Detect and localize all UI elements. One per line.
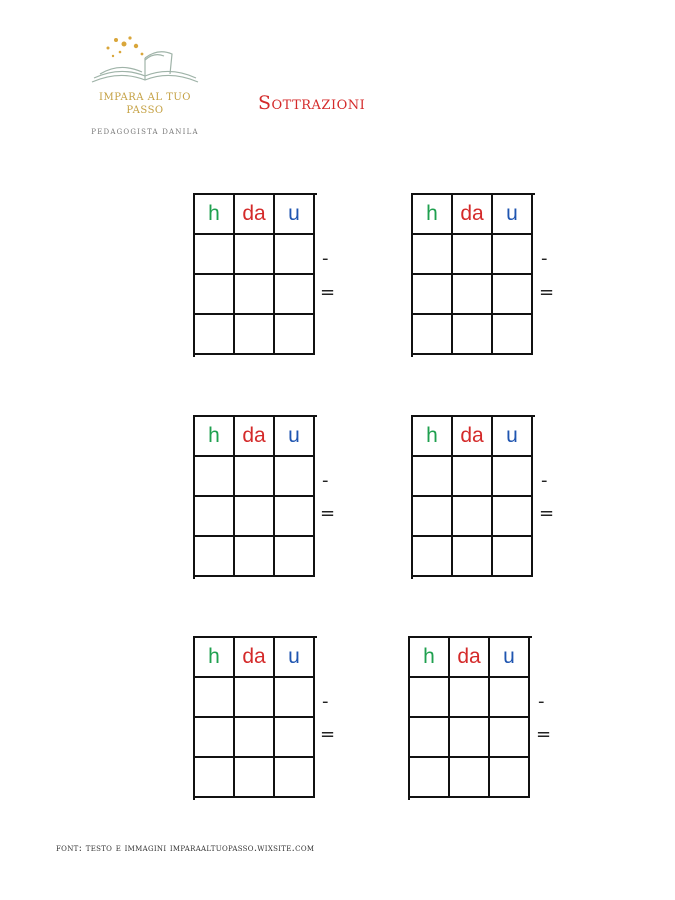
digit-cell[interactable] xyxy=(453,235,493,275)
minus-sign: - xyxy=(322,470,329,491)
digit-cell[interactable] xyxy=(195,537,235,577)
digit-cell[interactable] xyxy=(450,758,490,798)
header-u: u xyxy=(493,195,533,235)
equals-sign: = xyxy=(320,503,336,524)
digit-cell[interactable] xyxy=(413,275,453,315)
digit-cell[interactable] xyxy=(235,678,275,718)
digit-cell[interactable] xyxy=(195,758,235,798)
subtraction-grid-5 xyxy=(193,636,317,800)
digit-cell[interactable] xyxy=(453,275,493,315)
subtraction-grid-6 xyxy=(408,636,532,800)
header-h: h xyxy=(410,638,450,678)
digit-cell[interactable] xyxy=(410,718,450,758)
digit-cell[interactable] xyxy=(195,457,235,497)
digit-cell[interactable] xyxy=(453,457,493,497)
equals-sign: = xyxy=(320,282,336,303)
header-da: da xyxy=(235,417,275,457)
minus-sign: - xyxy=(541,470,548,491)
equals-sign: = xyxy=(536,724,552,745)
digit-cell[interactable] xyxy=(235,497,275,537)
digit-cell[interactable] xyxy=(235,315,275,355)
digit-cell[interactable] xyxy=(490,758,530,798)
digit-cell[interactable] xyxy=(490,678,530,718)
equals-sign: = xyxy=(320,724,336,745)
digit-cell[interactable] xyxy=(493,537,533,577)
digit-cell[interactable] xyxy=(413,235,453,275)
header-u: u xyxy=(275,417,315,457)
header-da: da xyxy=(235,195,275,235)
header-da: da xyxy=(453,417,493,457)
equals-sign: = xyxy=(539,282,555,303)
digit-cell[interactable] xyxy=(493,497,533,537)
digit-cell[interactable] xyxy=(493,457,533,497)
digit-cell[interactable] xyxy=(235,718,275,758)
header-da: da xyxy=(453,195,493,235)
digit-cell[interactable] xyxy=(275,457,315,497)
digit-cell[interactable] xyxy=(413,315,453,355)
digit-cell[interactable] xyxy=(235,275,275,315)
logo-subtitle: PEDAGOGISTA DANILA xyxy=(91,128,199,136)
digit-cell[interactable] xyxy=(275,758,315,798)
subtraction-grid-1 xyxy=(193,193,317,357)
digit-cell[interactable] xyxy=(453,497,493,537)
equals-sign: = xyxy=(539,503,555,524)
digit-cell[interactable] xyxy=(275,678,315,718)
digit-cell[interactable] xyxy=(275,315,315,355)
header-h: h xyxy=(413,195,453,235)
digit-cell[interactable] xyxy=(195,275,235,315)
digit-cell[interactable] xyxy=(235,758,275,798)
digit-cell[interactable] xyxy=(195,235,235,275)
minus-sign: - xyxy=(322,691,329,712)
digit-cell[interactable] xyxy=(493,275,533,315)
digit-cell[interactable] xyxy=(195,315,235,355)
digit-cell[interactable] xyxy=(450,678,490,718)
digit-cell[interactable] xyxy=(275,275,315,315)
open-book-stars-icon xyxy=(80,30,210,92)
digit-cell[interactable] xyxy=(493,315,533,355)
minus-sign: - xyxy=(541,248,548,269)
digit-cell[interactable] xyxy=(235,235,275,275)
subtraction-grid-4 xyxy=(411,415,535,579)
header-da: da xyxy=(235,638,275,678)
digit-cell[interactable] xyxy=(413,457,453,497)
minus-sign: - xyxy=(322,248,329,269)
page-title: Sottrazioni xyxy=(258,92,366,114)
digit-cell[interactable] xyxy=(235,537,275,577)
digit-cell[interactable] xyxy=(195,718,235,758)
header-h: h xyxy=(195,417,235,457)
logo-text-line1: IMPARA AL TUO xyxy=(99,92,191,103)
header-da: da xyxy=(450,638,490,678)
header-u: u xyxy=(493,417,533,457)
digit-cell[interactable] xyxy=(275,497,315,537)
digit-cell[interactable] xyxy=(453,315,493,355)
digit-cell[interactable] xyxy=(413,497,453,537)
digit-cell[interactable] xyxy=(413,537,453,577)
digit-cell[interactable] xyxy=(275,235,315,275)
footer-credit: font: testo e immagini imparaaltuopasso.wixsite.com xyxy=(56,843,315,854)
digit-cell[interactable] xyxy=(195,678,235,718)
digit-cell[interactable] xyxy=(453,537,493,577)
subtraction-grid-2 xyxy=(411,193,535,357)
header-u: u xyxy=(275,638,315,678)
header-h: h xyxy=(195,195,235,235)
header-h: h xyxy=(413,417,453,457)
logo xyxy=(80,30,220,145)
digit-cell[interactable] xyxy=(235,457,275,497)
logo-text-line2: PASSO xyxy=(126,105,164,116)
digit-cell[interactable] xyxy=(195,497,235,537)
digit-cell[interactable] xyxy=(450,718,490,758)
header-u: u xyxy=(275,195,315,235)
digit-cell[interactable] xyxy=(275,537,315,577)
header-u: u xyxy=(490,638,530,678)
digit-cell[interactable] xyxy=(490,718,530,758)
digit-cell[interactable] xyxy=(493,235,533,275)
minus-sign: - xyxy=(538,691,545,712)
digit-cell[interactable] xyxy=(410,758,450,798)
subtraction-grid-3 xyxy=(193,415,317,579)
digit-cell[interactable] xyxy=(275,718,315,758)
header-h: h xyxy=(195,638,235,678)
digit-cell[interactable] xyxy=(410,678,450,718)
